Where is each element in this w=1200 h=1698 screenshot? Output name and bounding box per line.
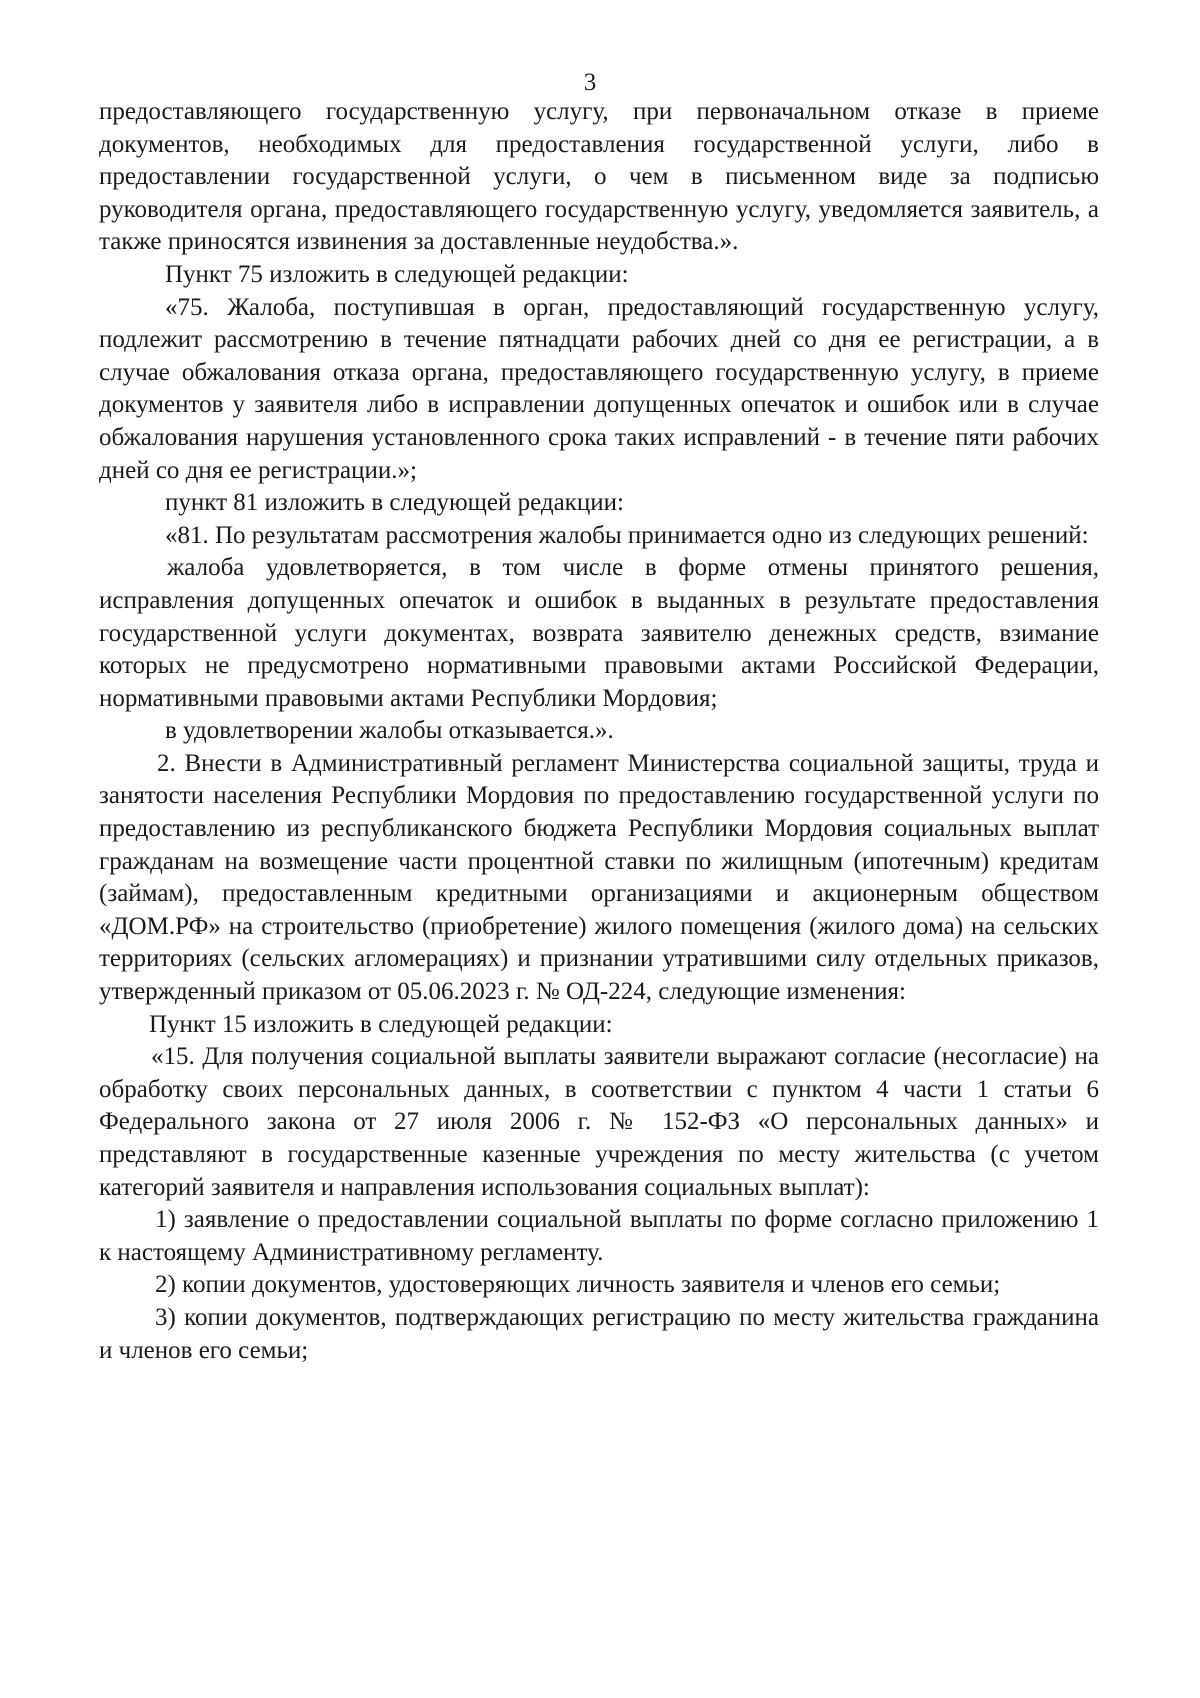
document-body bbox=[99, 96, 1099, 1367]
page-number: 3 bbox=[583, 69, 597, 96]
paragraph-complaint-satisfied: жалоба удовлетворяется, в том числе в форме отмены принятого решения, исправления допущенных опечаток и ошибок в выданных в результате предоставления государственной услуги документах, возврата заявителю денежных средств, взимание которых не предусмотрено нормативными правовыми актами Российской Федерации, нормативными правовыми актами Республики Мордовия; bbox=[99, 554, 1099, 712]
paragraph-complaint-rejected: в удовлетворении жалобы отказывается.». bbox=[165, 717, 614, 745]
paragraph-item-75-heading: Пункт 75 изложить в следующей редакции: bbox=[165, 260, 629, 288]
paragraph-item-81-heading: пункт 81 изложить в следующей редакции: bbox=[165, 489, 624, 517]
list-item-2: 2) копии документов, удостоверяющих личность заявителя и членов его семьи; bbox=[155, 1271, 1001, 1299]
paragraph-item-81-text: «81. По результатам рассмотрения жалобы принимается одно из следующих решений: bbox=[165, 521, 1089, 549]
paragraph-item-15-text: «15. Для получения социальной выплаты заявители выражают согласие (несогласие) на обработку своих персональных данных, в соответствии с пунктом 4 части 1 статьи 6 Федерального закона от 27 июля 2006 г. № 152-ФЗ «О персональных данных» и представляют в государственные казенные учреждения по месту жительства (с учетом категорий заявителя и направления использования социальных выплат): bbox=[99, 1043, 1099, 1201]
paragraph-continuation: предоставляющего государственную услугу, при первоначальном отказе в приеме документов, необходимых для предоставления государственной услуги, либо в предоставлении государственной услуги, о чем в письменном виде за подписью руководителя органа, предоставляющего государственную услугу, уведомляется заявитель, а также приносятся извинения за доставленные неудобства.». bbox=[99, 98, 1099, 256]
paragraph-section-2: 2. Внести в Административный регламент Министерства социальной защиты, труда и занятости населения Республики Мордовия по предоставлению государственной услуги по предоставлению из республиканского бюджета Республики Мордовия социальных выплат гражданам на возмещение части процентной ставки по жилищным (ипотечным) кредитам (займам), предоставленным кредитными организациями и акционерным обществом «ДОМ.РФ» на строительство (приобретение) жилого помещения (жилого дома) на сельских территориях (сельских агломерациях) и признании утратившими силу отдельных приказов, утвержденный приказом от 05.06.2023 г. № ОД-224, следующие изменения: bbox=[99, 749, 1099, 1006]
paragraph-item-15-heading: Пункт 15 изложить в следующей редакции: bbox=[149, 1010, 613, 1038]
list-item-3: 3) копии документов, подтверждающих регистрацию по месту жительства гражданина и членов его семьи; bbox=[99, 1303, 1099, 1364]
list-item-1: 1) заявление о предоставлении социальной выплаты по форме согласно приложению 1 к настоящему Административному регламенту. bbox=[99, 1206, 1099, 1266]
paragraph-item-75-text: «75. Жалоба, поступившая в орган, предоставляющий государственную услугу, подлежит рассмотрению в течение пятнадцати рабочих дней со дня ее регистрации, а в случае обжалования отказа органа, предоставляющего государственную услугу, в приеме документов у заявителя либо в исправлении допущенных опечаток и ошибок или в случае обжалования нарушения установленного срока таких исправлений - в течение пяти рабочих дней со дня ее регистрации.»; bbox=[99, 293, 1099, 484]
